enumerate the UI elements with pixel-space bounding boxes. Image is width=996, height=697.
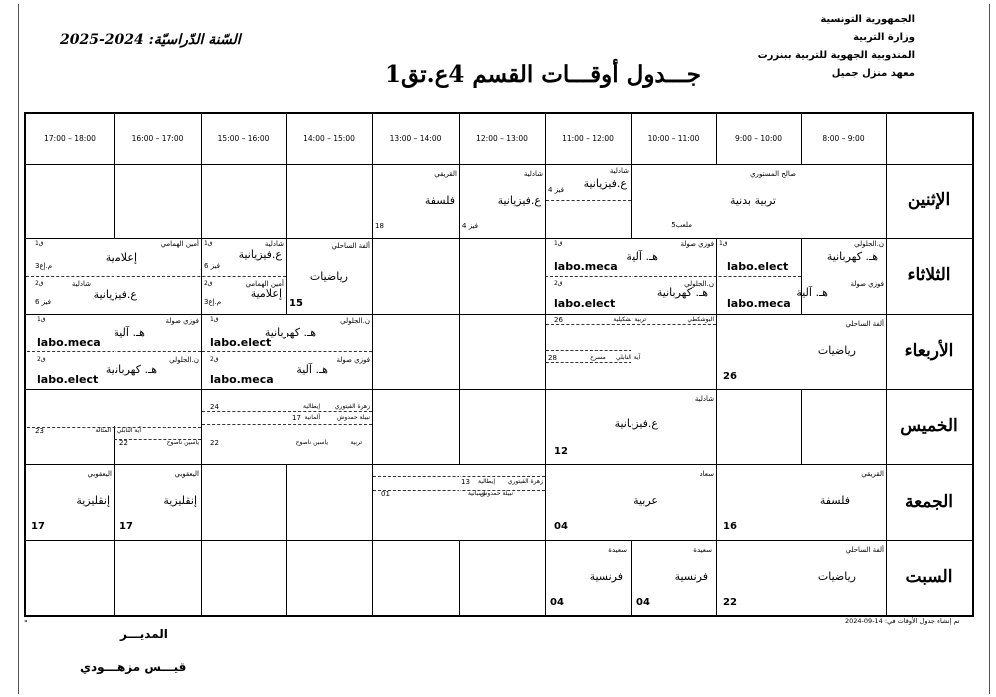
room-label: 22	[210, 439, 219, 447]
time-slot-1: 8:00 – 9:00	[822, 134, 865, 143]
group-label: ق2	[210, 356, 219, 363]
subject-name: إعلامية	[105, 251, 137, 264]
subject-name: رياضيات	[817, 570, 856, 583]
teacher-name: زهرة الفيتوري	[334, 403, 370, 410]
group-label: ق2	[554, 280, 563, 287]
day-thursday: الخميس	[900, 416, 958, 436]
room-label: 13	[461, 478, 470, 486]
group-label: ق2	[204, 280, 213, 287]
subject-name: إيطالية	[478, 478, 495, 485]
subject-name: إيطالية	[303, 403, 320, 410]
room-label: ملعب5	[671, 221, 692, 229]
ministry-label: وزارة التربية	[853, 32, 915, 43]
subject-name: إنقليزية	[163, 494, 197, 507]
school-year: السّنة الدّراسيّة: 2024-2025	[60, 32, 241, 48]
teacher-name: ن.الجلولي	[169, 356, 199, 364]
teacher-name: ن.الجلولي	[854, 240, 884, 248]
subject-name: هـ. آلية	[113, 326, 145, 339]
room-label: 22	[119, 439, 128, 447]
subject-name: ع.فيزيانية	[497, 194, 541, 207]
room-label: 04	[550, 597, 564, 608]
subject-name: هـ. كهربانية	[826, 250, 878, 263]
teacher-name: فوزي صولة	[165, 317, 199, 325]
day-saturday: السبت	[905, 567, 953, 587]
teacher-name: ياسين ناصوح	[295, 439, 328, 446]
room-label: فيز 4	[462, 222, 479, 230]
room-label: 15	[289, 298, 303, 309]
room-label: labo.meca	[37, 336, 101, 349]
subject-name: تربية تشكيلية	[613, 316, 646, 323]
teacher-name: ن.الجلولي	[684, 280, 714, 288]
teacher-name: ألفة الساحلي	[845, 546, 884, 554]
group-label: ق1	[719, 240, 728, 247]
group-label: ق1	[204, 240, 213, 247]
room-label: 26	[554, 316, 563, 324]
footer-mark: "	[24, 619, 28, 628]
teacher-name: ألفة الساحلي	[331, 242, 370, 250]
subject-name: ع.فيزيانية	[93, 288, 137, 301]
republic-label: الجمهورية التونسية	[820, 14, 915, 25]
room-label: 01	[381, 490, 390, 498]
teacher-name: زهرة الفيتوري	[507, 478, 543, 485]
teacher-name: نبيلة حمدوش	[480, 490, 513, 497]
room-label: 04	[636, 597, 650, 608]
subject-name: المثالة	[95, 427, 111, 434]
room-label: labo.elect	[554, 297, 616, 310]
room-label: labo.meca	[554, 260, 618, 273]
teacher-name: شادلية	[264, 240, 284, 248]
room-label: labo.elect	[37, 373, 99, 386]
group-label: ق1	[210, 316, 219, 323]
room-label: 23	[35, 427, 44, 435]
room-label: 26	[723, 371, 737, 382]
teacher-name: آية النابلي	[616, 354, 641, 361]
cell-mon-physics-1	[546, 165, 631, 238]
room-label: 12	[554, 446, 568, 457]
teacher-name: أمين الهمامي	[245, 280, 284, 288]
teacher-name: آية النابلي	[116, 427, 141, 434]
teacher-name: شادلية	[523, 170, 543, 178]
subject-name: فلسفة	[819, 494, 850, 507]
director-name: قيـــس مزهـــودي	[80, 660, 187, 674]
teacher-name: سعاد	[699, 470, 714, 478]
time-slot-3: 10:00 – 11:00	[647, 134, 700, 143]
day-wednesday: الأربعاء	[904, 341, 954, 361]
page-title: جـــدول أوقـــات القسم 4ع.تق1	[385, 61, 701, 88]
room-label: 17	[31, 521, 45, 532]
school-label: معهد منزل جميل	[831, 68, 915, 79]
subject-name: فرنسية	[589, 570, 623, 583]
cell-tue-physics-it	[202, 239, 286, 314]
subject-name: ع.فيزيانية	[583, 177, 627, 190]
room-label: م.إع3	[204, 298, 222, 306]
subject-name: عربية	[633, 494, 658, 507]
group-label: ق1	[554, 240, 563, 247]
room-label: 16	[723, 521, 737, 532]
room-label: 28	[548, 354, 557, 362]
subject-name: هـ. آلية	[296, 363, 328, 376]
group-label: ق2	[35, 280, 44, 287]
creation-date: تم إنشاء جدول الأوقات في: 14-09-2024	[845, 617, 960, 625]
teacher-name: سعيدة	[608, 546, 627, 554]
day-tuesday: الثلاثاء	[907, 265, 951, 285]
day-friday: الجمعة	[904, 492, 954, 512]
room-label: فيز 4	[548, 186, 565, 194]
subject-name: فلسفة	[424, 194, 455, 207]
group-label: ق1	[37, 316, 46, 323]
room-label: labo.meca	[727, 297, 791, 310]
teacher-name: فوزي صولة	[680, 240, 714, 248]
cell-tue-math	[287, 239, 372, 314]
time-slot-8: 15:00 – 16:00	[217, 134, 270, 143]
time-slot-6: 13:00 – 14:00	[389, 134, 442, 143]
group-label: ق2	[37, 356, 46, 363]
room-label: 04	[554, 521, 568, 532]
subject-name: تربية	[350, 439, 362, 446]
teacher-name: أمين الهمامي	[160, 240, 199, 248]
subject-name: رياضيات	[309, 270, 348, 283]
cell-fri-english-2	[27, 465, 114, 540]
cell-thu-languages-1	[202, 390, 372, 464]
day-monday: الإثنين	[907, 190, 951, 210]
time-slot-2: 9:00 – 10:00	[735, 134, 782, 143]
room-label: 17	[292, 414, 301, 422]
time-slot-5: 12:00 – 13:00	[476, 134, 528, 143]
cell-mon-physics-2	[460, 165, 545, 238]
cell-mon-philosophy	[373, 165, 459, 238]
cell-sat-french-1	[632, 541, 716, 615]
teacher-name: فوزي صولة	[850, 280, 884, 288]
regional-label: المندوبية الجهوية للتربية ببنزرت	[757, 50, 915, 61]
subject-name: فرنسية	[674, 570, 708, 583]
cell-wed-elec-mech	[202, 315, 372, 389]
room-label: فيز 6	[204, 262, 221, 270]
subject-name: ع.فيزيانية	[238, 248, 282, 261]
cell-tue-right	[717, 239, 886, 314]
subject-name: هـ. كهربانية	[656, 286, 708, 299]
subject-name: ع.فيزيانية	[614, 417, 658, 430]
subject-name: هـ. آلية	[796, 286, 828, 299]
time-slot-9: 16:00 – 17:00	[131, 134, 184, 143]
subject-name: تربية بدنية	[729, 194, 776, 207]
room-label: 24	[210, 403, 219, 411]
teacher-name: القريقي	[861, 470, 884, 478]
subject-name: هـ. آلية	[626, 250, 658, 263]
teacher-name: نبيلة حمدوش	[337, 414, 370, 421]
teacher-name: ألفة الساحلي	[845, 320, 884, 328]
teacher-name: ن.الجلولي	[340, 317, 370, 325]
teacher-name: اليعقوبي	[87, 470, 112, 478]
teacher-name: شادلية	[71, 280, 91, 288]
subject-name: هـ. كهربانية	[264, 326, 316, 339]
room-label: م.إع3	[35, 262, 53, 270]
teacher-name: القريقي	[434, 170, 457, 178]
time-slot-7: 14:00 – 15:00	[303, 134, 355, 143]
teacher-name: صالح المستوري	[750, 170, 796, 178]
group-label: ق1	[35, 240, 44, 247]
timetable-grid	[24, 112, 974, 617]
cell-fri-english-1	[115, 465, 201, 540]
subject-name: إسبانية	[467, 490, 485, 497]
teacher-name: شادلية	[609, 167, 629, 175]
time-slot-4: 11:00 – 12:00	[562, 134, 614, 143]
cell-sat-french-2	[546, 541, 631, 615]
director-label: المديـــر	[120, 627, 168, 641]
room-label: 18	[375, 222, 384, 230]
room-label: فيز 6	[35, 298, 52, 306]
teacher-name: شادلية	[694, 395, 714, 403]
room-label: 22	[723, 597, 737, 608]
teacher-name: فوزي صولة	[336, 356, 370, 364]
subject-name: إعلامية	[250, 287, 282, 300]
subject-name: هـ. كهربانية	[105, 363, 157, 376]
teacher-name: البوشكطي	[687, 316, 714, 323]
room-label: labo.elect	[210, 336, 272, 349]
room-label: labo.meca	[210, 373, 274, 386]
teacher-name: اليعقوبي	[174, 470, 199, 478]
subject-name: ألمانية	[304, 414, 320, 421]
teacher-name: ياسين ناصوح	[166, 439, 199, 446]
room-label: 17	[119, 521, 133, 532]
subject-name: رياضيات	[817, 344, 856, 357]
cell-mon-pe	[632, 165, 886, 238]
room-label: labo.elect	[727, 260, 789, 273]
time-slot-10: 17:00 – 18:00	[44, 134, 96, 143]
teacher-name: سعيدة	[693, 546, 712, 554]
subject-name: مسرح	[590, 354, 606, 361]
institution-header	[720, 14, 915, 86]
subject-name: إنقليزية	[76, 494, 110, 507]
